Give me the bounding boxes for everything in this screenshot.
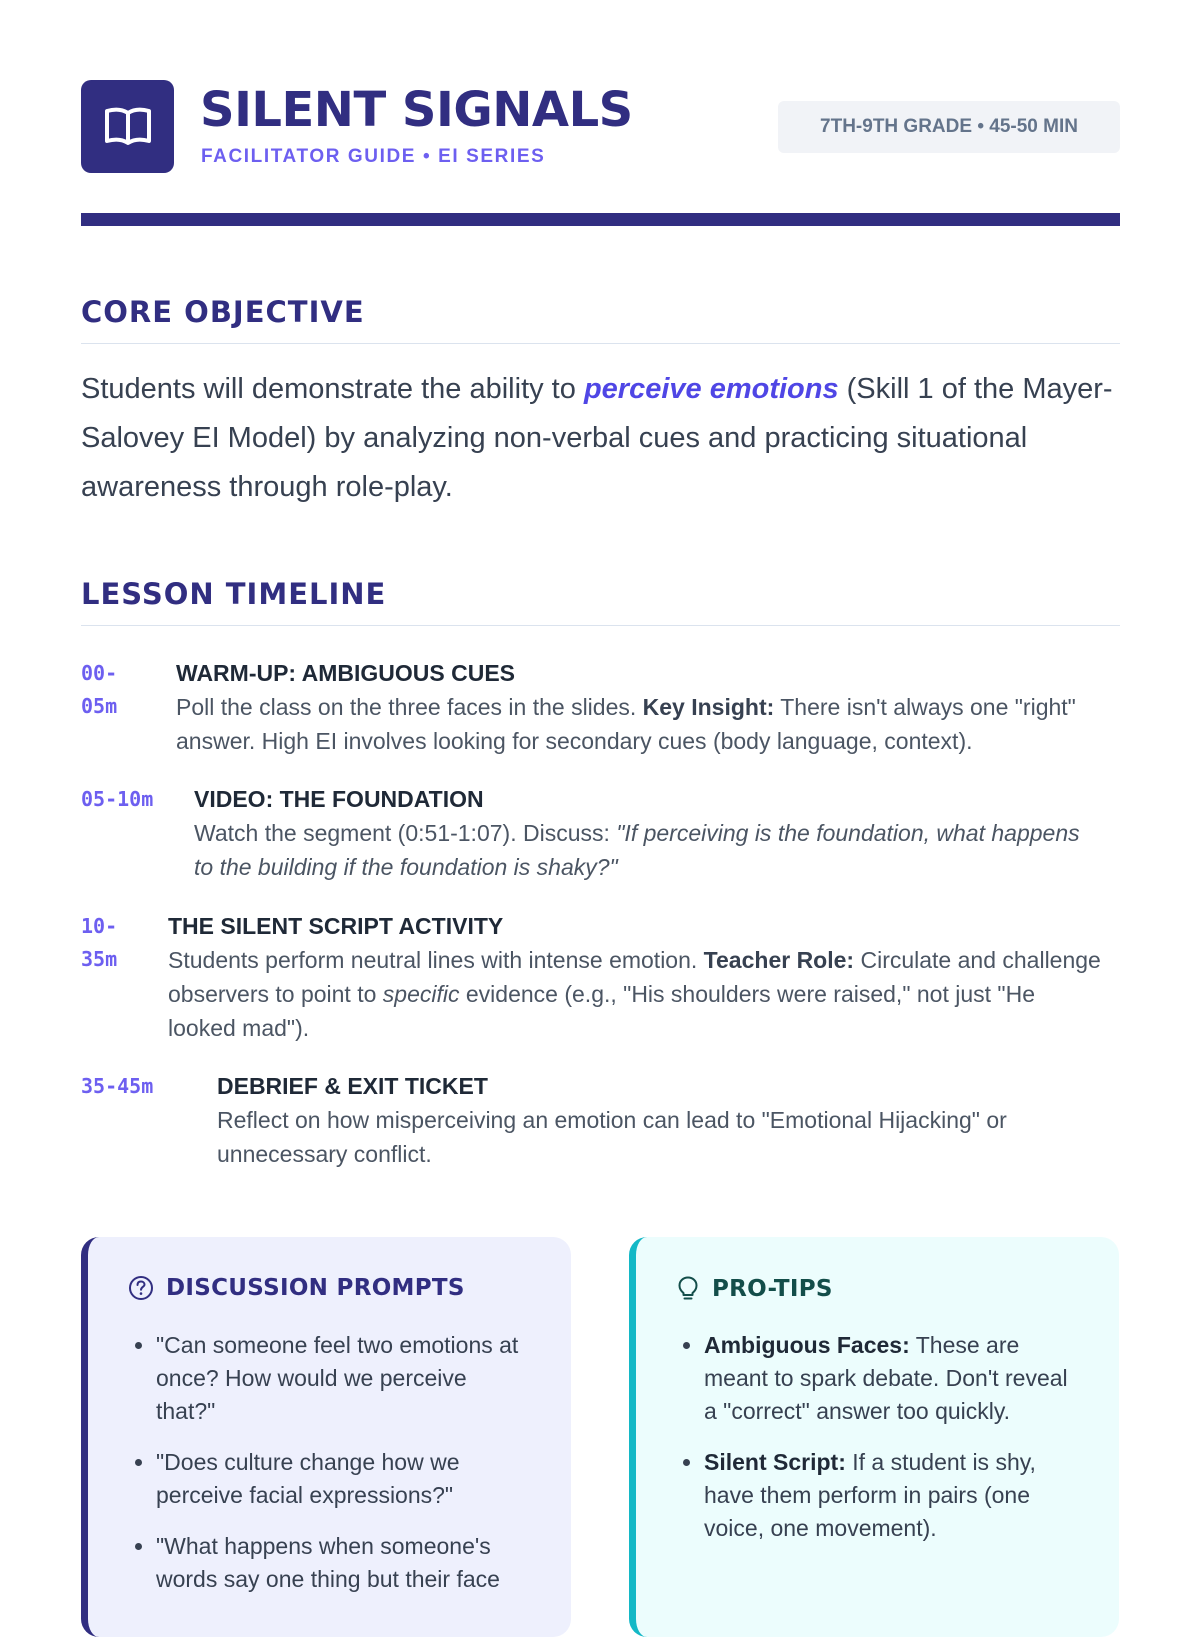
open-book-icon <box>103 104 153 150</box>
timeline-text-part: Watch the segment (0:51-1:07). Discuss: <box>194 820 617 846</box>
timeline-text <box>194 816 1094 884</box>
timeline-title: DEBRIEF & EXIT TICKET <box>217 1073 488 1099</box>
list-item <box>704 1329 1074 1428</box>
timeline-title: THE SILENT SCRIPT ACTIVITY <box>168 913 504 939</box>
header <box>81 80 1120 174</box>
grade-duration-badge: 7TH-9TH GRADE • 45-50 MIN <box>778 101 1120 153</box>
timeline-body <box>217 1070 1097 1171</box>
timeline-text-bold: Key Insight: <box>642 694 775 720</box>
list-item: • "What happens when someone's words say one thing but their face <box>156 1530 526 1596</box>
timeline-text <box>168 943 1108 1045</box>
logo <box>81 80 174 173</box>
tips-heading-label: PRO-TIPS <box>712 1276 833 1302</box>
timeline-text-part: evidence (e.g., "His shoulders were raised," not just "He looked mad"). <box>168 981 1035 1041</box>
timeline-time: 05-10m <box>81 787 154 811</box>
objective-heading: CORE OBJECTIVE <box>81 295 1120 344</box>
timeline-title: VIDEO: THE FOUNDATION <box>194 786 484 812</box>
timeline-time: 00-05m <box>81 661 118 718</box>
timeline-title: WARM-UP: AMBIGUOUS CUES <box>176 660 516 686</box>
tip-label: Silent Script: <box>704 1449 846 1475</box>
tip-text: These are meant to spark debate. Don't reveal a "correct" answer too quickly. <box>704 1332 1068 1424</box>
list-item: • "Can someone feel two emotions at once? How would we perceive that?" <box>156 1329 526 1428</box>
timeline-time: 35-45m <box>81 1074 154 1098</box>
page-title: SILENT SIGNALS <box>200 82 633 138</box>
page-subtitle: FACILITATOR GUIDE • EI SERIES <box>201 146 546 167</box>
objective-text-before: Students will demonstrate the ability to <box>81 373 584 405</box>
timeline-text <box>176 690 1120 758</box>
timeline-time: 10-35m <box>81 914 118 971</box>
timeline-text-part: Students perform neutral lines with intense emotion. <box>168 947 704 973</box>
question-circle-icon <box>128 1275 154 1301</box>
discussion-heading <box>128 1275 465 1301</box>
discussion-prompts-card <box>81 1237 571 1637</box>
timeline-body <box>168 910 1108 1045</box>
discussion-list <box>128 1329 526 1614</box>
timeline-text-italic: "If perceiving is the foundation, what happens to the building if the foundation is shaky?" <box>194 820 1080 880</box>
timeline-text-bold: Teacher Role: <box>703 947 855 973</box>
pro-tips-card <box>629 1237 1119 1637</box>
lightbulb-icon <box>676 1275 700 1303</box>
timeline-heading: LESSON TIMELINE <box>81 577 1120 626</box>
timeline-body <box>176 657 1120 758</box>
objective-text <box>81 365 1120 512</box>
timeline-text: Reflect on how misperceiving an emotion can lead to "Emotional Hijacking" or unnecessary conflict. <box>217 1107 1007 1167</box>
discussion-heading-label: DISCUSSION PROMPTS <box>166 1275 465 1301</box>
tips-list <box>676 1329 1074 1563</box>
list-item <box>704 1446 1074 1545</box>
tips-heading <box>676 1275 833 1303</box>
timeline-text-part: There isn't always one "right" answer. High EI involves looking for secondary cues (body language, context). <box>176 694 1076 754</box>
tip-text: If a student is shy, have them perform in pairs (one voice, one movement). <box>704 1449 1036 1541</box>
timeline-text-part: Poll the class on the three faces in the slides. <box>176 694 643 720</box>
timeline-body <box>194 783 1094 884</box>
header-divider <box>81 213 1120 226</box>
timeline-text-italic: specific <box>382 981 460 1007</box>
objective-text-after: (Skill 1 of the Mayer-Salovey EI Model) by analyzing non-verbal cues and practicing situational awareness through role-play. <box>81 373 1113 503</box>
objective-emphasis: perceive emotions <box>583 373 839 405</box>
timeline-text-part: Circulate and challenge observers to point to <box>168 947 1101 1007</box>
tip-label: Ambiguous Faces: <box>704 1332 910 1358</box>
list-item: • "Does culture change how we perceive facial expressions?" <box>156 1446 526 1512</box>
